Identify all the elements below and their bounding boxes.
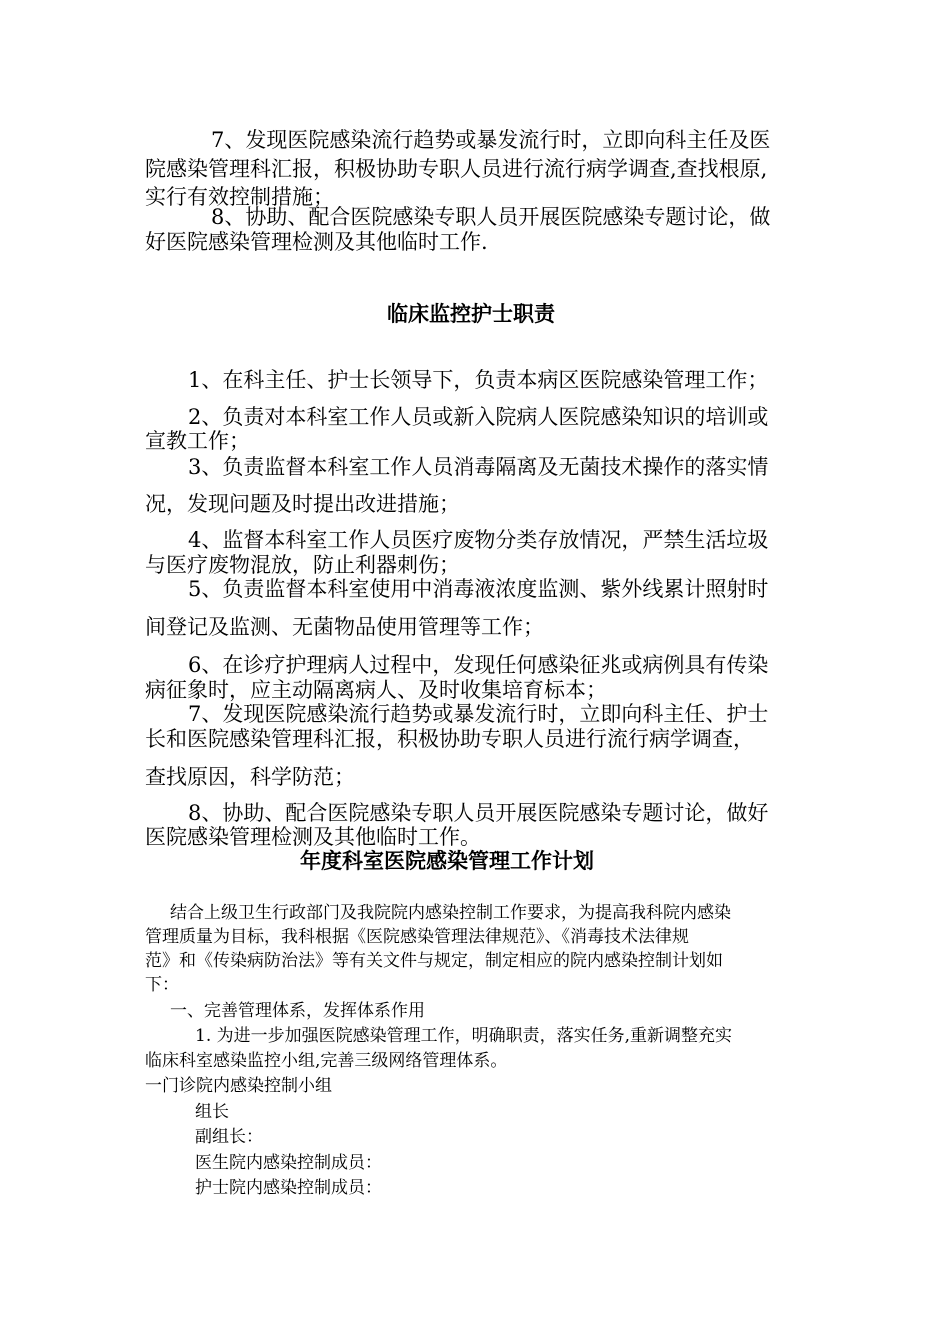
plan-line: 一、完善管理体系，发挥体系作用 (170, 1001, 425, 1021)
plan-line: 医生院内感染控制成员： (195, 1153, 382, 1173)
duty-line: 宣教工作； (145, 429, 250, 453)
paragraph-line: 8、协助、配合医院感染专职人员开展医院感染专题讨论，做 (211, 205, 771, 229)
duty-line: 8、协助、配合医院感染专职人员开展医院感染专题讨论，做好 (188, 801, 769, 825)
duty-line: 4、监督本科室工作人员医疗废物分类存放情况，严禁生活垃圾 (188, 528, 769, 552)
plan-line: 结合上级卫生行政部门及我院院内感染控制工作要求，为提高我科院内感染 (170, 903, 731, 923)
plan-line: 副组长： (195, 1127, 263, 1147)
duty-line: 6、在诊疗护理病人过程中，发现任何感染征兆或病例具有传染 (188, 653, 769, 677)
duty-line: 7、发现医院感染流行趋势或暴发流行时，立即向科主任、护士 (188, 702, 769, 726)
duty-line: 长和医院感染管理科汇报，积极协助专职人员进行流行病学调查， (145, 727, 754, 751)
duty-line: 与医疗废物混放，防止利器刺伤； (145, 553, 460, 577)
plan-line: 范》和《传染病防治法》等有关文件与规定，制定相应的院内感染控制计划如 (145, 951, 723, 971)
paragraph-line: 实行有效控制措施； (145, 185, 334, 209)
plan-line: 1. 为进一步加强医院感染管理工作，明确职责，落实任务,重新调整充实 (195, 1026, 733, 1046)
duty-line: 间登记及监测、无菌物品使用管理等工作； (145, 615, 544, 639)
duty-line: 3、负责监督本科室工作人员消毒隔离及无菌技术操作的落实情 (188, 455, 769, 479)
paragraph-line: 好医院感染管理检测及其他临时工作. (145, 230, 488, 254)
plan-line: 一门诊院内感染控制小组 (145, 1076, 332, 1096)
plan-line: 管理质量为目标，我科根据《医院感染管理法律规范》、《消毒技术法律规 (145, 927, 689, 947)
paragraph-line: 7、发现医院感染流行趋势或暴发流行时，立即向科主任及医 (211, 128, 771, 152)
section-title: 年度科室医院感染管理工作计划 (300, 849, 594, 873)
duty-line: 病征象时，应主动隔离病人、及时收集培育标本； (145, 678, 607, 702)
duty-line: 5、负责监督本科室使用中消毒液浓度监测、紫外线累计照射时 (188, 577, 769, 601)
plan-line: 护士院内感染控制成员： (195, 1178, 382, 1198)
duty-line: 2、负责对本科室工作人员或新入院病人医院感染知识的培训或 (188, 405, 769, 429)
duty-line: 医院感染管理检测及其他临时工作。 (145, 825, 481, 849)
duty-line: 1、在科主任、护士长领导下，负责本病区医院感染管理工作； (188, 368, 769, 392)
paragraph-line: 院感染管理科汇报，积极协助专职人员进行流行病学调查,查找根原, (145, 157, 768, 181)
section-title: 临床监控护士职责 (387, 302, 555, 326)
plan-line: 组长 (195, 1102, 229, 1122)
duty-line: 况，发现问题及时提出改进措施； (145, 492, 460, 516)
plan-line: 临床科室感染监控小组,完善三级网络管理体系。 (145, 1051, 508, 1071)
plan-line: 下： (145, 975, 179, 995)
duty-line: 查找原因，科学防范； (145, 765, 355, 789)
